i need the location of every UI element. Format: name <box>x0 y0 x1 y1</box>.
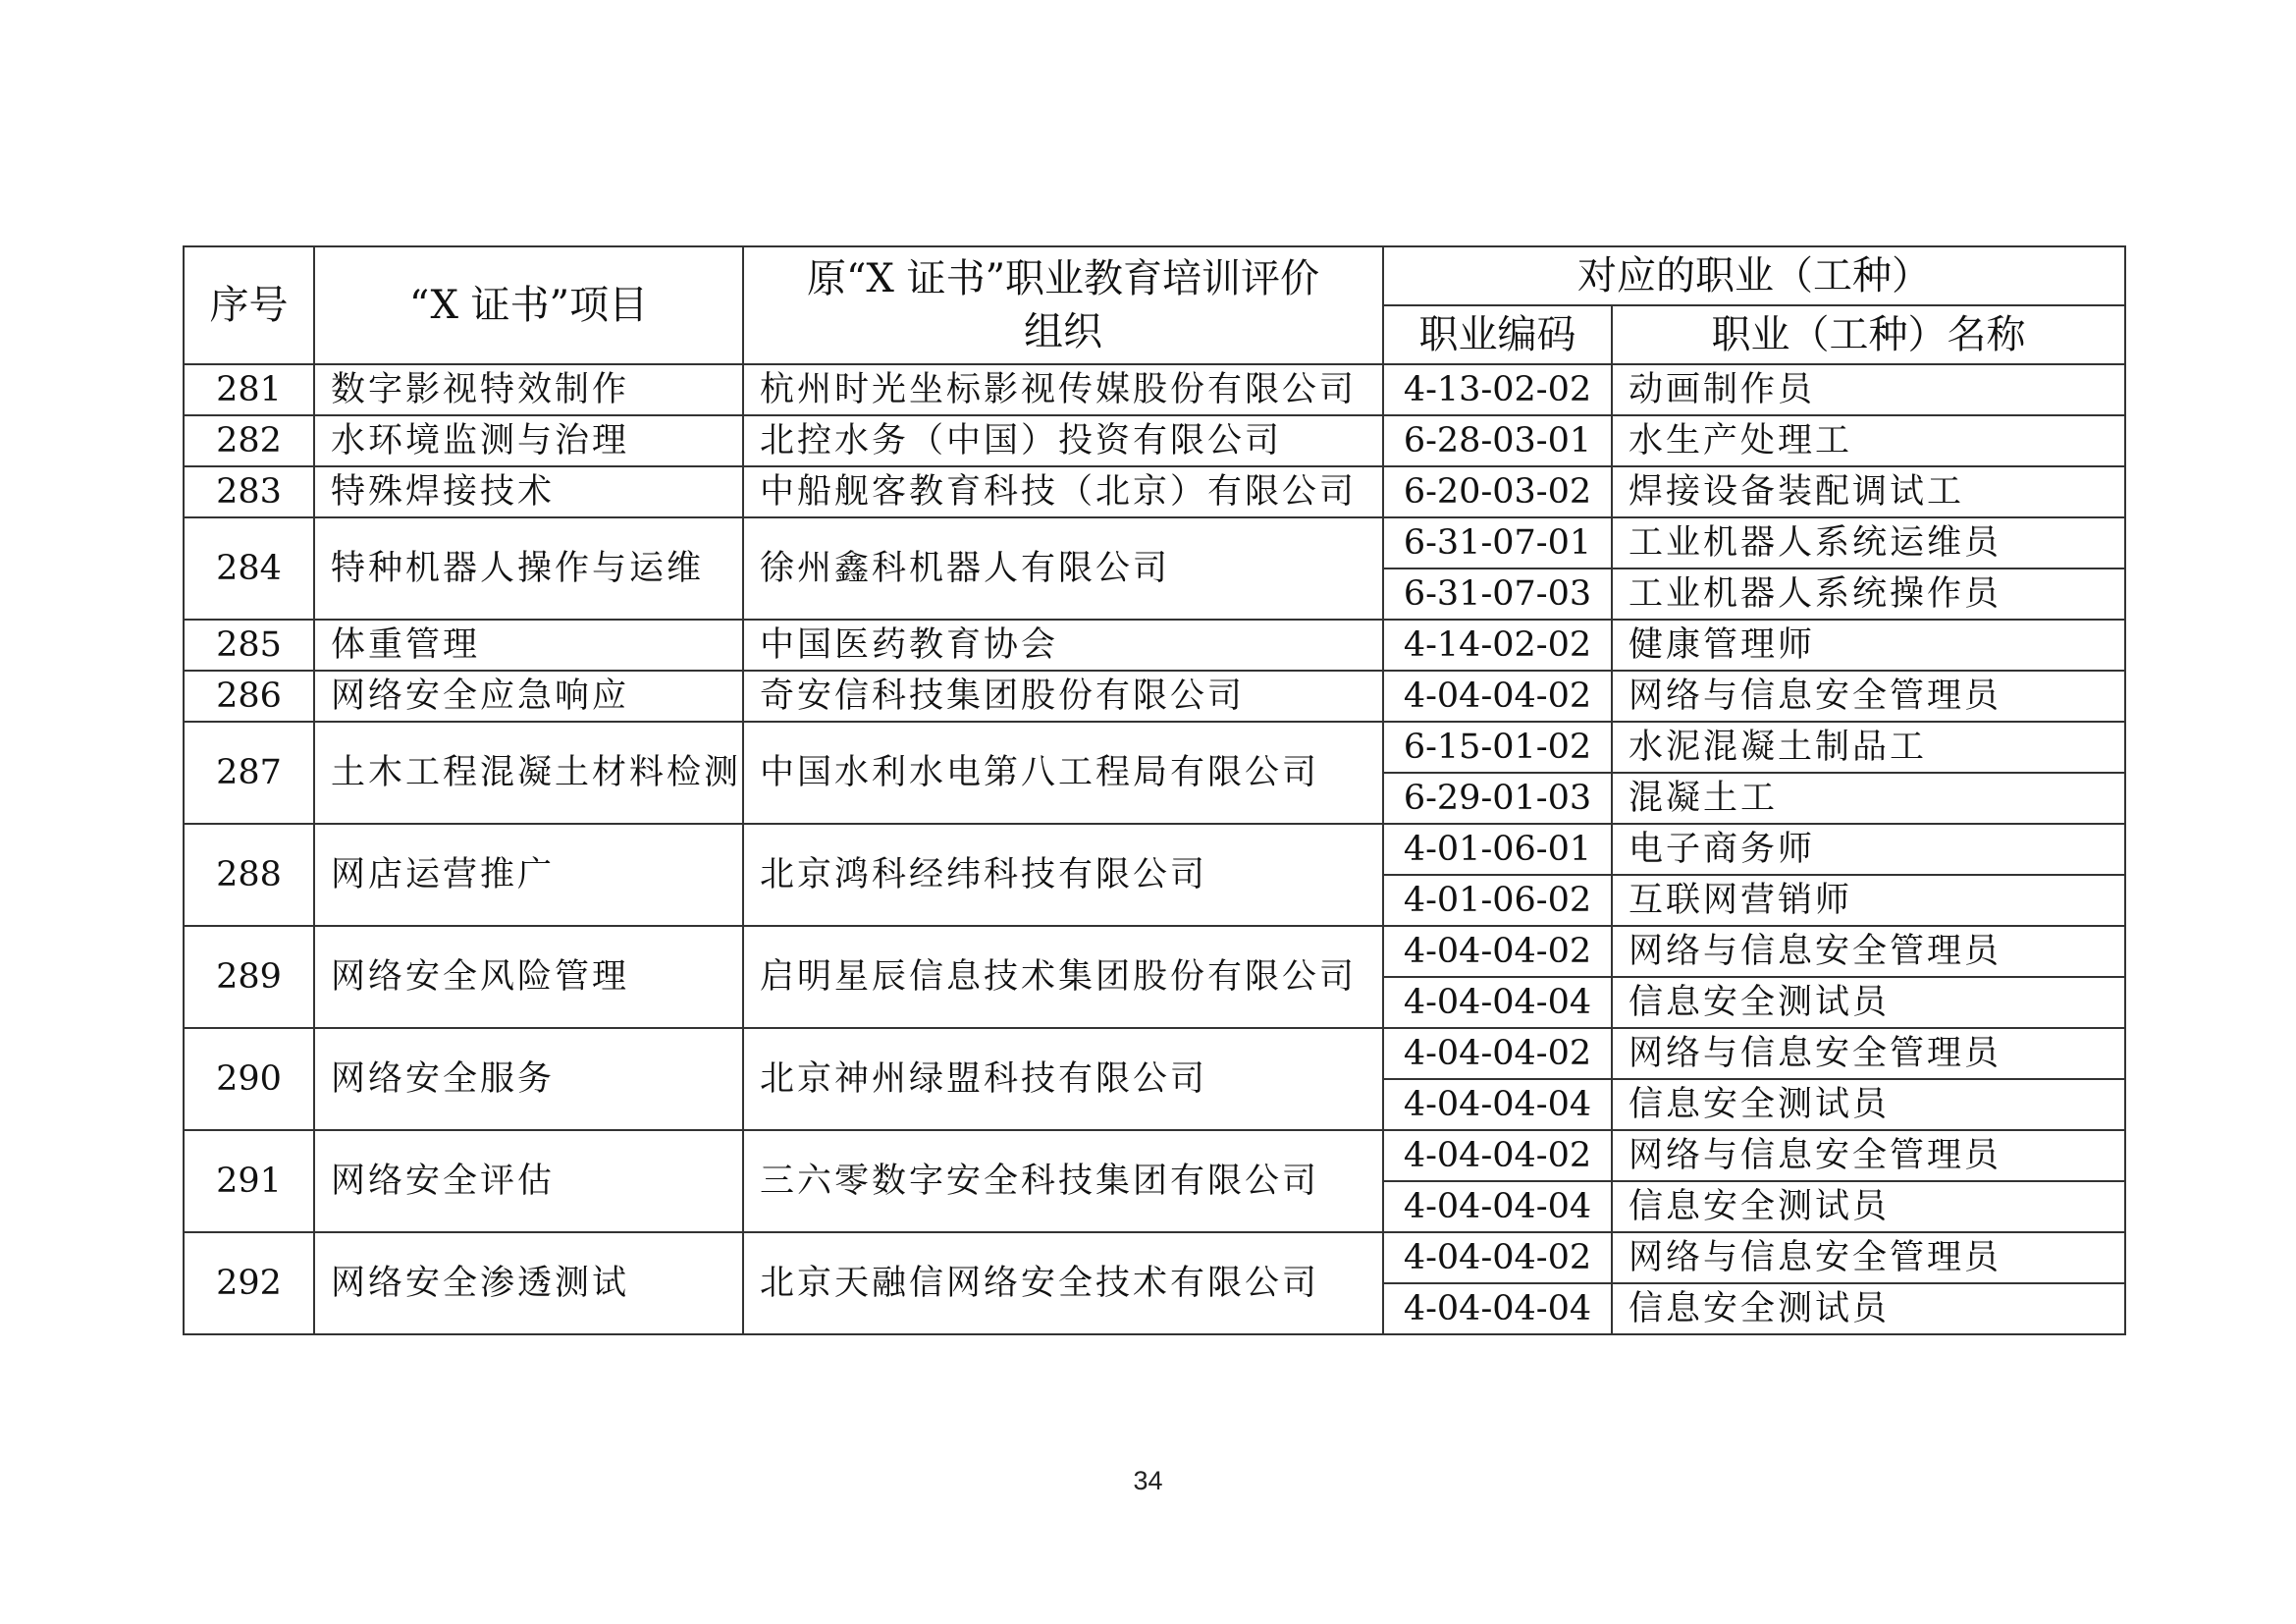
table-row <box>184 1232 2125 1283</box>
cell-code: 4-04-04-02 <box>1383 1232 1612 1283</box>
cell-seq: 287 <box>184 722 314 824</box>
cell-project: 特殊焊接技术 <box>314 466 743 517</box>
table-row <box>184 620 2125 671</box>
table-row <box>184 517 2125 568</box>
cell-seq: 285 <box>184 620 314 671</box>
cell-occupation-name: 网络与信息安全管理员 <box>1612 1130 2125 1181</box>
cell-occupation-name: 网络与信息安全管理员 <box>1612 1028 2125 1079</box>
cell-project: 数字影视特效制作 <box>314 364 743 415</box>
cell-occupation-name: 互联网营销师 <box>1612 875 2125 926</box>
cell-org: 北京天融信网络安全技术有限公司 <box>743 1232 1383 1334</box>
cell-occupation-name: 网络与信息安全管理员 <box>1612 671 2125 722</box>
cell-project: 网络安全服务 <box>314 1028 743 1130</box>
cell-occupation-name: 网络与信息安全管理员 <box>1612 1232 2125 1283</box>
cell-seq: 281 <box>184 364 314 415</box>
header-seq: 序号 <box>184 246 314 364</box>
cell-occupation-name: 水生产处理工 <box>1612 415 2125 466</box>
cell-org: 中船舰客教育科技（北京）有限公司 <box>743 466 1383 517</box>
table-row <box>184 1130 2125 1181</box>
certificate-table <box>183 245 2126 1335</box>
cell-seq: 289 <box>184 926 314 1028</box>
cell-org: 杭州时光坐标影视传媒股份有限公司 <box>743 364 1383 415</box>
cell-org: 奇安信科技集团股份有限公司 <box>743 671 1383 722</box>
cell-occupation-name: 信息安全测试员 <box>1612 977 2125 1028</box>
cell-code: 6-29-01-03 <box>1383 773 1612 824</box>
cell-project: 网络安全风险管理 <box>314 926 743 1028</box>
cell-seq: 288 <box>184 824 314 926</box>
cell-project: 网络安全应急响应 <box>314 671 743 722</box>
cell-org: 中国医药教育协会 <box>743 620 1383 671</box>
cell-org: 中国水利水电第八工程局有限公司 <box>743 722 1383 824</box>
cell-code: 4-04-04-04 <box>1383 977 1612 1028</box>
cell-seq: 283 <box>184 466 314 517</box>
cell-org: 徐州鑫科机器人有限公司 <box>743 517 1383 620</box>
table-row <box>184 824 2125 875</box>
cell-code: 6-15-01-02 <box>1383 722 1612 773</box>
cell-project: 特种机器人操作与运维 <box>314 517 743 620</box>
table-row <box>184 364 2125 415</box>
cell-project: 网络安全评估 <box>314 1130 743 1232</box>
header-occupation-group: 对应的职业（工种） <box>1383 246 2125 305</box>
cell-code: 4-04-04-04 <box>1383 1181 1612 1232</box>
cell-occupation-name: 焊接设备装配调试工 <box>1612 466 2125 517</box>
cell-seq: 292 <box>184 1232 314 1334</box>
cell-seq: 282 <box>184 415 314 466</box>
cell-code: 4-01-06-02 <box>1383 875 1612 926</box>
header-org <box>743 246 1383 364</box>
cell-org: 三六零数字安全科技集团有限公司 <box>743 1130 1383 1232</box>
table-row <box>184 926 2125 977</box>
cell-code: 6-20-03-02 <box>1383 466 1612 517</box>
cell-occupation-name: 电子商务师 <box>1612 824 2125 875</box>
cell-occupation-name: 工业机器人系统运维员 <box>1612 517 2125 568</box>
cell-occupation-name: 信息安全测试员 <box>1612 1181 2125 1232</box>
cell-project: 土木工程混凝土材料检测 <box>314 722 743 824</box>
header-org-text: 原“X 证书”职业教育培训评价组织 <box>806 256 1320 354</box>
cell-occupation-name: 信息安全测试员 <box>1612 1079 2125 1130</box>
table-row <box>184 671 2125 722</box>
cell-code: 6-31-07-03 <box>1383 568 1612 620</box>
table-row <box>184 722 2125 773</box>
table-row <box>184 415 2125 466</box>
cell-occupation-name: 信息安全测试员 <box>1612 1283 2125 1334</box>
cell-code: 4-04-04-02 <box>1383 1130 1612 1181</box>
header-occupation-name: 职业（工种）名称 <box>1612 305 2125 364</box>
table-row <box>184 1028 2125 1079</box>
header-project: “X 证书”项目 <box>314 246 743 364</box>
cell-code: 4-04-04-04 <box>1383 1079 1612 1130</box>
cell-occupation-name: 动画制作员 <box>1612 364 2125 415</box>
cell-seq: 286 <box>184 671 314 722</box>
cell-org: 北京鸿科经纬科技有限公司 <box>743 824 1383 926</box>
cell-occupation-name: 混凝土工 <box>1612 773 2125 824</box>
cell-occupation-name: 水泥混凝土制品工 <box>1612 722 2125 773</box>
cell-seq: 284 <box>184 517 314 620</box>
cell-seq: 290 <box>184 1028 314 1130</box>
cell-seq: 291 <box>184 1130 314 1232</box>
header-code: 职业编码 <box>1383 305 1612 364</box>
cell-code: 4-04-04-02 <box>1383 1028 1612 1079</box>
table-row <box>184 466 2125 517</box>
cell-code: 4-13-02-02 <box>1383 364 1612 415</box>
cell-occupation-name: 健康管理师 <box>1612 620 2125 671</box>
cell-occupation-name: 工业机器人系统操作员 <box>1612 568 2125 620</box>
cell-code: 4-04-04-02 <box>1383 926 1612 977</box>
cell-org: 启明星辰信息技术集团股份有限公司 <box>743 926 1383 1028</box>
cell-project: 水环境监测与治理 <box>314 415 743 466</box>
cell-occupation-name: 网络与信息安全管理员 <box>1612 926 2125 977</box>
cell-code: 4-04-04-02 <box>1383 671 1612 722</box>
cell-project: 网店运营推广 <box>314 824 743 926</box>
cell-code: 6-31-07-01 <box>1383 517 1612 568</box>
table-body <box>184 364 2125 1334</box>
cell-code: 4-14-02-02 <box>1383 620 1612 671</box>
page-number: 34 <box>1133 1466 1163 1495</box>
cell-code: 4-04-04-04 <box>1383 1283 1612 1334</box>
cell-code: 6-28-03-01 <box>1383 415 1612 466</box>
cell-org: 北京神州绿盟科技有限公司 <box>743 1028 1383 1130</box>
cell-org: 北控水务（中国）投资有限公司 <box>743 415 1383 466</box>
cell-code: 4-01-06-01 <box>1383 824 1612 875</box>
cell-project: 网络安全渗透测试 <box>314 1232 743 1334</box>
cell-project: 体重管理 <box>314 620 743 671</box>
